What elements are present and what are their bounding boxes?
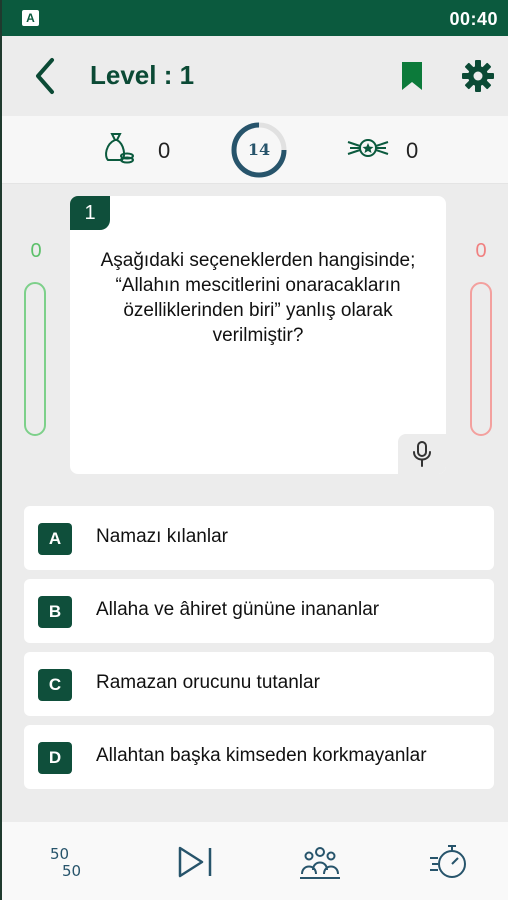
audience-button[interactable] bbox=[298, 842, 342, 882]
lifeline-bar bbox=[2, 822, 508, 900]
correct-progress-bar bbox=[24, 282, 46, 436]
skip-icon bbox=[174, 842, 218, 882]
fifty-fifty-button[interactable] bbox=[46, 842, 90, 882]
microphone-icon bbox=[410, 440, 434, 468]
audience-icon bbox=[298, 842, 342, 882]
back-arrow-icon bbox=[30, 56, 62, 96]
wrong-count: 0 bbox=[475, 240, 487, 262]
medal-icon bbox=[346, 132, 390, 164]
answer-letter: D bbox=[38, 742, 72, 774]
correct-count: 0 bbox=[30, 240, 42, 262]
money-bag-icon bbox=[100, 130, 136, 166]
timer-seconds: 14 bbox=[247, 140, 271, 159]
microphone-button[interactable] bbox=[398, 434, 446, 474]
answer-text: Namazı kılanlar bbox=[96, 526, 228, 547]
bookmark-button[interactable] bbox=[398, 60, 426, 92]
answer-option-c[interactable] bbox=[24, 652, 494, 716]
money-score: 0 bbox=[158, 138, 171, 163]
answer-text: Ramazan orucunu tutanlar bbox=[96, 672, 320, 693]
answer-letter: C bbox=[38, 669, 72, 701]
score-bar bbox=[2, 116, 508, 184]
svg-text:50: 50 bbox=[50, 845, 70, 863]
level-title: Level : 1 bbox=[90, 60, 195, 90]
bookmark-icon bbox=[398, 60, 426, 92]
svg-text:50: 50 bbox=[62, 862, 82, 880]
wrong-progress-bar bbox=[470, 282, 492, 436]
add-time-button[interactable] bbox=[428, 842, 472, 882]
back-button[interactable] bbox=[30, 56, 62, 96]
answer-letter: B bbox=[38, 596, 72, 628]
answer-text: Allaha ve âhiret gününe inananlar bbox=[96, 599, 380, 620]
stopwatch-icon bbox=[428, 842, 472, 882]
answer-text: Allahtan başka kimseden korkmayanlar bbox=[96, 745, 427, 766]
answer-option-a[interactable] bbox=[24, 506, 494, 570]
answer-option-b[interactable] bbox=[24, 579, 494, 643]
status-bar bbox=[2, 0, 508, 36]
question-card bbox=[70, 196, 446, 474]
gear-icon bbox=[460, 58, 496, 94]
question-text: Aşağıdaki seçeneklerden hangisinde; “Allahın mescitlerini onaracakların özelliklerinden biri” yanlış olarak verilmiştir? bbox=[100, 250, 416, 346]
skip-button[interactable] bbox=[174, 842, 218, 882]
top-bar bbox=[2, 36, 508, 116]
medal-score: 0 bbox=[406, 138, 419, 163]
fifty-fifty-icon bbox=[46, 842, 90, 882]
question-number: 1 bbox=[70, 196, 110, 230]
answer-letter: A bbox=[38, 523, 72, 555]
answer-option-d[interactable] bbox=[24, 725, 494, 789]
app-badge-icon: A bbox=[22, 10, 39, 26]
settings-button[interactable] bbox=[460, 58, 496, 94]
clock: 00:40 bbox=[449, 9, 498, 29]
